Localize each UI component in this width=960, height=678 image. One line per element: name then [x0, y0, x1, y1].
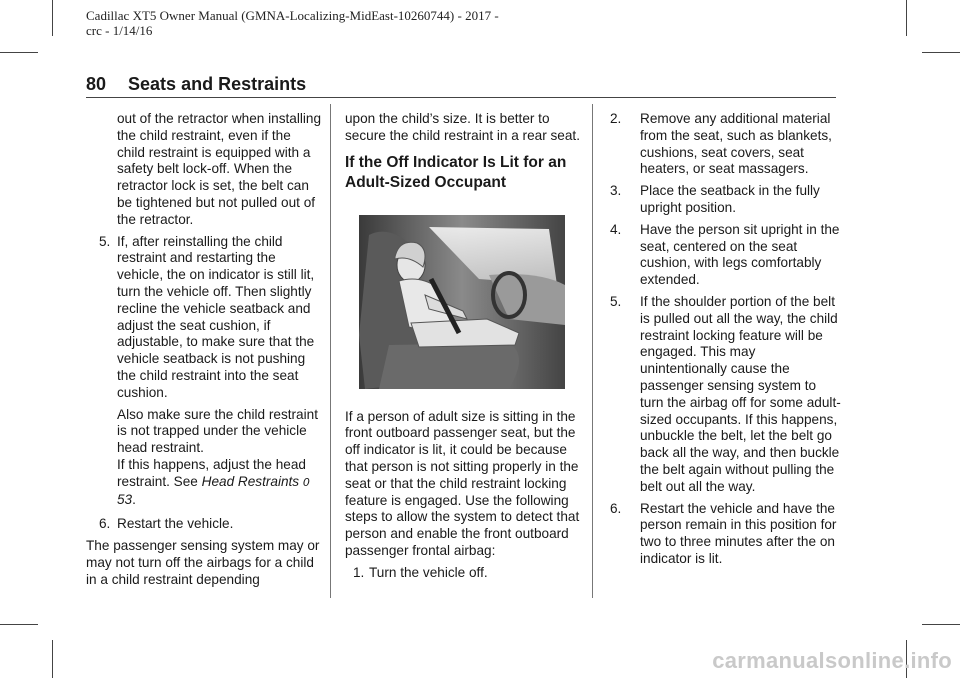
paragraph: If a person of adult size is sitting in the front outboard passenger seat, but the off indicator is lit, it could be because that person is not sitting properly in the seat or that the child restraint locking feature is engaged. Use the following steps to allow the system to detect that person and enable the front outboard passenger frontal airbag:	[345, 408, 580, 558]
occupant-illustration	[359, 215, 565, 389]
list-item	[610, 501, 842, 568]
list-item	[86, 516, 322, 533]
crop-mark	[0, 52, 38, 53]
section-title: Seats and Restraints	[128, 74, 307, 94]
page-number: 80	[86, 74, 107, 94]
list-text: Place the seatback in the fully upright position.	[640, 183, 820, 215]
list-item	[345, 565, 581, 582]
list-item	[610, 111, 842, 178]
list-text: Turn the vehicle off.	[369, 564, 488, 580]
crop-mark	[922, 624, 960, 625]
list-text: Restart the vehicle.	[117, 516, 234, 532]
list-number: 1.	[353, 564, 365, 580]
list-number: 6.	[610, 500, 622, 516]
list-number: 5.	[610, 293, 622, 309]
document-meta: Cadillac XT5 Owner Manual (GMNA-Localizing-MidEast-10260744) - 2017 - crc - 1/14/16	[86, 8, 499, 38]
column-1	[86, 111, 322, 594]
list-text: If this happens, adjust the head restraint. See	[117, 456, 306, 489]
crop-mark	[922, 52, 960, 53]
list-text: Have the person sit upright in the seat, centered on the seat cushion, with legs comfortably extended.	[640, 221, 840, 288]
paragraph: upon the child’s size. It is better to secure the child restraint in a rear seat.	[345, 111, 580, 143]
column-3	[610, 111, 842, 573]
paragraph: out of the retractor when installing the child restraint, even if the child restraint is equipped with a safety belt lock-off. When the retractor lock is set, the belt can be tightened but not pulled out of the retractor.	[117, 111, 322, 227]
watermark: carmanualsonline.info	[712, 648, 952, 673]
column-2	[345, 111, 581, 587]
list-number: 3.	[610, 183, 622, 199]
crop-mark	[52, 640, 53, 678]
list-text: If, after reinstalling the child restraint and restarting the vehicle, the on indicator is still lit, turn the vehicle off. Then slightly recline the vehicle seatback and adjust the seat cushion, if adjustable, to make sure that the vehicle seatback is not pushing the child restraint into the seat cushion.	[117, 233, 315, 400]
crop-mark	[52, 0, 53, 36]
list-item	[610, 294, 842, 496]
list-item	[610, 183, 842, 217]
list-number: 2.	[610, 111, 622, 126]
seated-passenger-illustration	[359, 215, 565, 389]
column-divider	[592, 104, 593, 598]
list-text: Restart the vehicle and have the person remain in this position for two to three minutes after the on indicator is lit.	[640, 500, 837, 566]
page-reference-icon: 0	[302, 475, 310, 489]
list-text: Also make sure the child restraint is not trapped under the vehicle head restraint.	[117, 406, 318, 456]
list-text: Remove any additional material from the seat, such as blankets, cushions, seat covers, seat heaters, or seat massagers.	[640, 111, 832, 177]
crop-mark	[0, 624, 38, 625]
paragraph: The passenger sensing system may or may not turn off the airbags for a child in a child restraint depending	[86, 538, 320, 587]
cross-reference-page[interactable]: 53	[117, 491, 133, 507]
list-text: If the shoulder portion of the belt is pulled out all the way, the child restraint locking feature will be engaged. This may unintentionally cause the passenger sensing system to turn the airbag off for some adult-sized occupants. If this happens, unbuckle the belt, let the belt go back all the way, and then buckle the belt again without pulling the belt out all the way.	[640, 293, 841, 494]
crop-mark	[906, 0, 907, 36]
list-item	[86, 234, 322, 402]
cross-reference-link[interactable]: Head Restraints	[201, 473, 300, 489]
column-divider	[330, 104, 331, 598]
list-number: 5.	[99, 233, 111, 249]
list-item	[610, 222, 842, 289]
page-header	[86, 74, 306, 95]
list-number: 6.	[99, 516, 111, 532]
list-number: 4.	[610, 221, 622, 237]
section-heading: If the Off Indicator Is Lit for an Adult-Sized Occupant	[345, 153, 567, 191]
header-rule	[86, 97, 836, 98]
list-subparagraph: Also make sure the child restraint is not trapped under the vehicle head restraint. If this happens, adjust the head restraint. See Head Restraints 0 53.	[117, 406, 318, 507]
step-list	[610, 111, 842, 568]
